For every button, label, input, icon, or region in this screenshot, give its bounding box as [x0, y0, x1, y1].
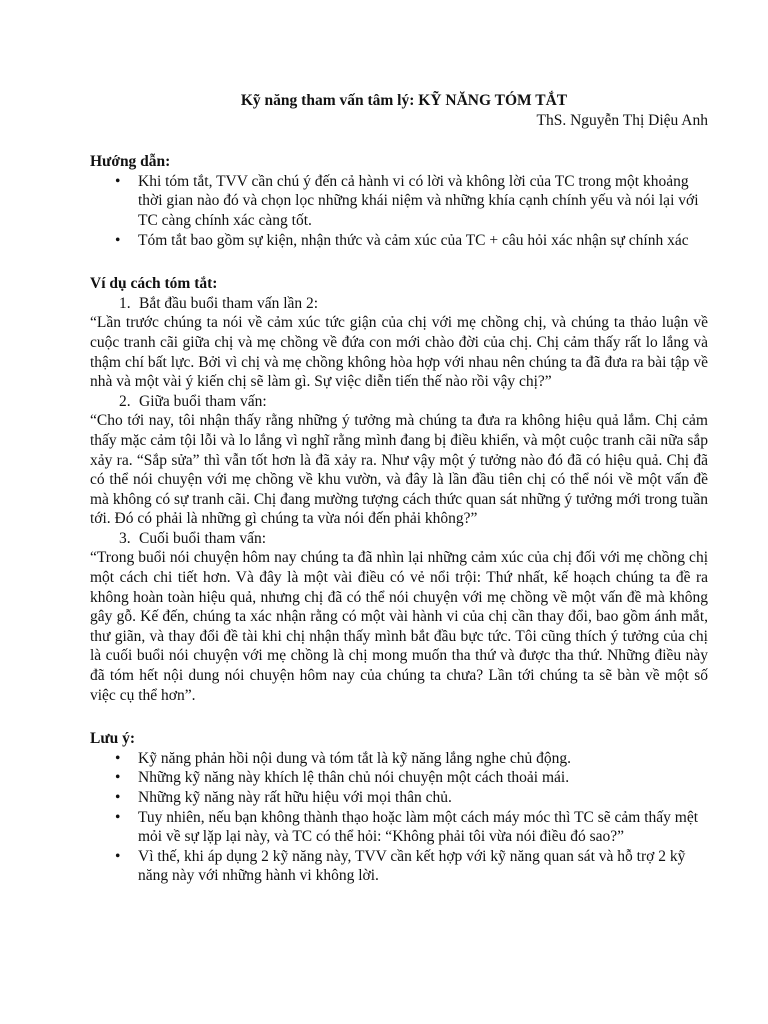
- example-quote: “Trong buổi nói chuyện hôm nay chúng ta đã nhìn lại những cảm xúc của chị đối với mẹ chồng chị một cách chi tiết hơn. Và đây là một vài điều có vẻ nổi trội: Thứ nhất, kế hoạch chúng ta đề ra không hoàn toàn hiệu quả, nhưng chị đã có thể nói chuyện với mẹ chồng về một vấn đề mà không gây gỗ. Kế đến, chúng ta xác nhận rằng có một vài hành vi của chị cần thay đổi, bao gồm ánh mắt, thư giãn, và thay đổi đề tài khi chị nhận thấy mình bắt đầu bực tức. Tôi cũng thích ý tưởng của chị là cuối buổi nói chuyện với mẹ chồng là chị mong muốn tha thứ và được tha thứ. Những điều này đã tóm hết nội dung nói chuyện hôm nay của chúng ta chưa? Lần tới chúng ta sẽ bàn về một số việc cụ thể hơn”.: [90, 549, 708, 704]
- example-label: Bắt đầu buổi tham vấn lần 2:: [139, 294, 319, 312]
- example-item-1: [90, 294, 708, 314]
- document-title: Kỹ năng tham vấn tâm lý: KỸ NĂNG TÓM TẮT: [240, 92, 568, 109]
- example-item-3: [90, 529, 708, 549]
- notes-heading: Lưu ý:: [90, 730, 136, 748]
- example-number: 1.: [119, 294, 131, 312]
- document-author: ThS. Nguyễn Thị Diệu Anh: [536, 111, 708, 129]
- notes-bullet: • Vì thế, khi áp dụng 2 kỹ năng này, TVV cần kết hợp với kỹ năng quan sát và hỗ trợ 2 kỹ năng này với những hành vi không lời.: [138, 847, 708, 886]
- example-quote: “Lần trước chúng ta nói về cảm xúc tức giận của chị với mẹ chồng chị, và chúng ta thảo luận về cuộc tranh cãi giữa chị và mẹ chồng về đứa con mới chào đời của chị. Chị cảm thấy rất lo lắng và thậm chí bất lực. Bởi vì chị và mẹ chồng không hòa hợp với nhau nên chúng ta đã đưa ra bài tập về nhà và một vài ý kiến chị sẽ làm gì. Sự việc diễn tiến thế nào rồi vậy chị?”: [90, 314, 708, 391]
- examples-heading: Ví dụ cách tóm tắt:: [90, 275, 218, 293]
- guidance-heading: Hướng dẫn:: [90, 153, 171, 171]
- notes-bullet: • Kỹ năng phản hồi nội dung và tóm tắt là kỹ năng lắng nghe chủ động.: [138, 749, 708, 769]
- example-number: 3.: [119, 529, 131, 547]
- notes-bullet: • Những kỹ năng này rất hữu hiệu với mọi thân chủ.: [138, 788, 708, 808]
- example-number: 2.: [119, 392, 131, 410]
- example-item-2: [90, 392, 708, 412]
- example-quote: “Cho tới nay, tôi nhận thấy rằng những ý tưởng mà chúng ta đưa ra không hiệu quả lắm. Chị cảm thấy mặc cảm tội lỗi và lo lắng vì nghĩ rằng mình đang bị điều khiển, và một cuộc tranh cãi nữa sắp xảy ra. “Sắp sửa” thì vẫn tốt hơn là đã xảy ra. Như vậy một ý tưởng nào đó đã có hiệu quả. Chị đã có thể nói chuyện với mẹ chồng về khu vườn, và đây là lần đầu tiên chị có thể nói về một vấn đề mà không có sự tranh cãi. Chị đang mường tượng cách thức quan sát những ý tưởng mới trong tuần tới. Đó có phải là những gì chúng ta vừa nói đến phải không?”: [90, 412, 708, 528]
- guidance-bullet: • Tóm tắt bao gồm sự kiện, nhận thức và cảm xúc của TC + câu hỏi xác nhận sự chính xác: [138, 231, 708, 251]
- notes-bullet: • Những kỹ năng này khích lệ thân chủ nói chuyện một cách thoải mái.: [138, 768, 708, 788]
- guidance-bullet: • Khi tóm tắt, TVV cần chú ý đến cả hành vi có lời và không lời của TC trong một khoảng thời gian nào đó và chọn lọc những khái niệm và những khía cạnh chính yếu và nói lại với TC càng chính xác càng tốt.: [138, 172, 708, 231]
- example-label: Cuối buổi tham vấn:: [139, 529, 267, 547]
- guidance-list: [90, 172, 708, 250]
- notes-bullet: • Tuy nhiên, nếu bạn không thành thạo hoặc làm một cách máy móc thì TC sẽ cảm thấy mệt mỏi về sự lặp lại này, và TC có thể hỏi: “Không phải tôi vừa nói điều đó sao?”: [138, 808, 708, 847]
- example-label: Giữa buổi tham vấn:: [139, 392, 267, 410]
- notes-list: [90, 749, 708, 886]
